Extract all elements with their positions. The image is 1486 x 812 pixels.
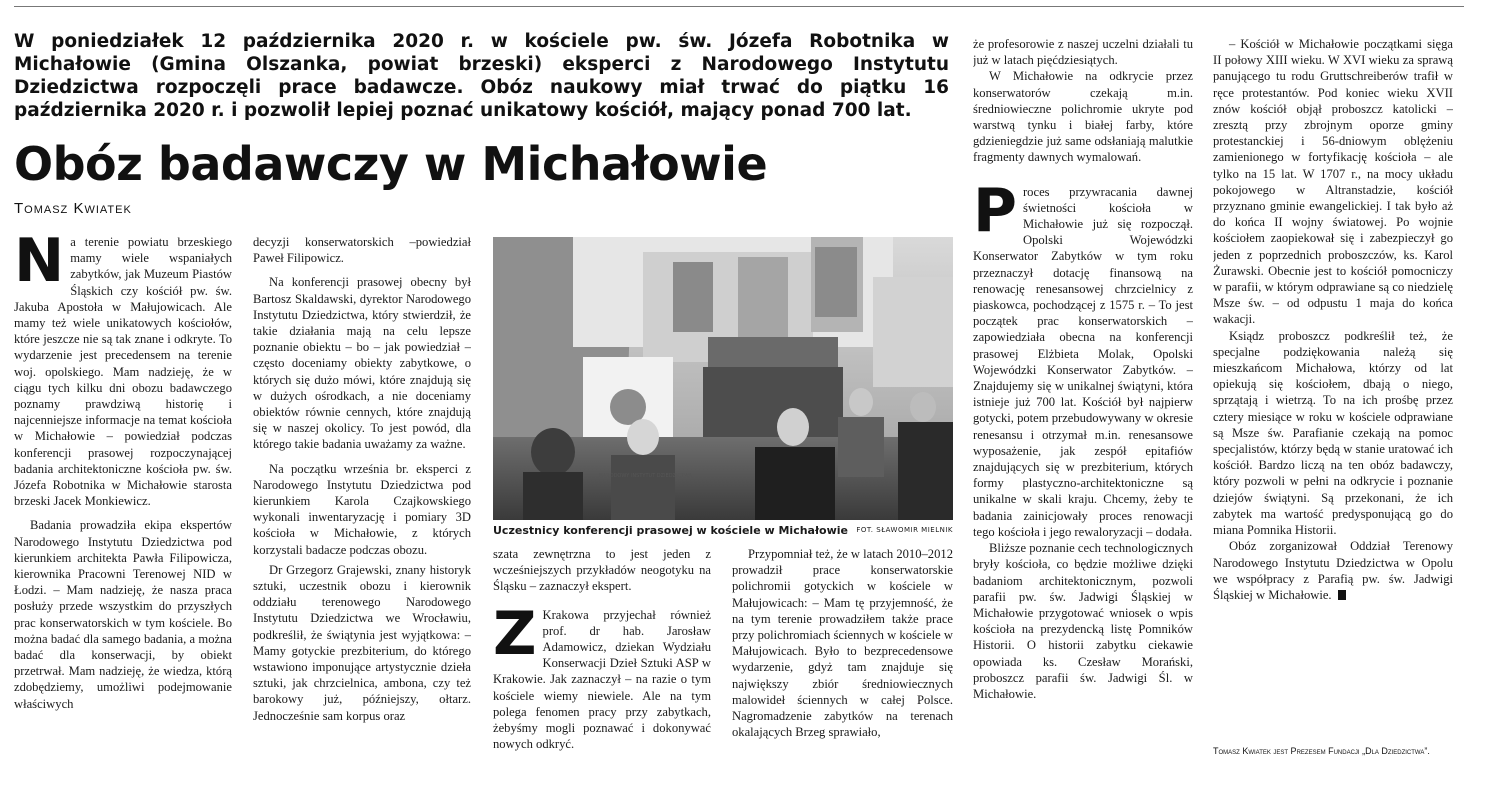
- end-mark-icon: [1338, 590, 1346, 600]
- drop-cap: P: [973, 175, 1017, 246]
- paragraph: Na początku września br. eksperci z Narodowego Instytutu Dziedzictwa pod kierunkiem Karola Czajkowskiego wykonali inwentaryzację i pomiary 3D kościoła w Michałowie, z których korzystali badacze podczas obozu.: [253, 461, 471, 557]
- top-rule: [14, 6, 1464, 7]
- paragraph: Badania prowadziła ekipa ekspertów Narodowego Instytutu Dziedzictwa pod kierunkiem architekta Pawła Filipowicza, kierownika Pracowni Terenowej NID w Łodzi. – Mam nadzieję, że nasza praca posłuży przede wszystkim do przyszłych prac konserwatorskich w tym kościele. Bo można badać dla samego badania, a można badać dla konserwacji, by obiekt przetrwał. Mam nadzieję, że wiedza, którą zdobędziemy, umożliwi podejmowanie właściwych: [14, 518, 232, 711]
- paragraph: Przypomniał też, że w latach 2010–2012 prowadził prace konserwatorskie polichromii gotyckich w kościele w Małujowicach: – Mam tę przyjemność, że na tym terenie prowadziłem także prace przy polichromiach ściennych w kościele w Małujowicach. Było to bezprecedensowe wydarzenie, gdyż tam znajduje się największy zbiór średniowiecznych malowideł ściennych w całej Polsce. Nagromadzenie zabytków na terenach okalających Brzeg sprawiało,: [732, 547, 953, 740]
- column-6: [1213, 36, 1453, 741]
- article-lead: W poniedziałek 12 października 2020 r. w kościele pw. św. Józefa Robotnika w Michałowie (Gmina Olszanka, powiat brzeski) eksperci z Narodowego Instytutu Dziedzictwa rozpoczęli prace badawcze. Obóz naukowy miał trwać do piątku 16 października 2020 r. i pozwolił lepiej poznać unikatowy kościół, mający ponad 700 lat.: [14, 31, 949, 121]
- article-author: Tomasz Kwiatek: [14, 200, 132, 217]
- paragraph: Obóz zorganizował Oddział Terenowy Narodowego Instytutu Dziedzictwa w Opolu we współpracy z Parafią pw. św. Jadwigi Śląskiej w Michałowie.: [1213, 539, 1453, 602]
- article-photo: [493, 237, 953, 520]
- paragraph: Proces przywracania dawnej świetności kościoła w Michałowie już się rozpoczął. Opolski Wojewódzki Konserwator Zabytków w tym roku przeznaczył dotację finansową na renowację renesansowej chrzcielnicy z piaskowca, pochodzącej z 1575 r. – To jest początek prac konserwatorskich – zapowiedziała obecna na konferencji prasowej Elżbieta Molak, Opolski Wojewódzki Konserwator Zabytków. – Znajdujemy się w unikalnej świątyni, która istnieje już 700 lat. Kościół był najpierw gotycki, potem przebudowywany w okresie renesansu i otrzymał m.in. renesansowe wyposażenie, jak zespół epitafiów znajdujących się w prezbiterium, których formy plastyczno-architektoniczne są unikalne w skali kraju. Chcemy, żeby te badania zainicjowały proces renowacji tego kościoła i jego rewaloryzacji – dodała.: [973, 175, 1193, 539]
- article-headline: Obóz badawczy w Michałowie: [14, 137, 768, 191]
- column-1: [14, 234, 232, 774]
- column-2: [253, 234, 471, 774]
- photo-caption: Uczestnicy konferencji prasowej w kościele w Michałowie FOT. SŁAWOMIR MIELNIK: [493, 524, 953, 537]
- paragraph: decyzji konserwatorskich –powiedział Paweł Filipowicz.: [253, 235, 471, 266]
- paragraph: Na terenie powiatu brzeskiego mamy wiele wspaniałych zabytków, jak Muzeum Piastów Śląskich czy kościół pw. św. Jakuba Apostoła w Małujowicach. Ale mamy też wiele unikatowych kościołów, które jeszcze nie są tak znane i odkryte. To wydarzenie jest precedensem na terenie woj. opolskiego. Mam nadzieję, że w ciągu tych kilku dni obozu badawczego poznamy prawdziwą historię i najcenniejsze informacje na temat kościoła w Michałowie – powiedział podczas konferencji prasowej rozpoczynającej badania architektoniczne kościoła pw. św. Józefa Robotnika w Michałowie starosta brzeski Jacek Monkiewicz.: [14, 234, 232, 509]
- column-3: [493, 546, 711, 776]
- paragraph: W Michałowie na odkrycie przez konserwatorów czekają m.in. średniowieczne polichromie ukryte pod warstwą tynku i białej farby, które gdzieniegdzie już same odsłaniają malutkie fragmenty dawnych wymalowań.: [973, 69, 1193, 165]
- paragraph: Na konferencji prasowej obecny był Bartosz Skaldawski, dyrektor Narodowego Instytutu Dziedzictwa, który stwierdził, że takie działania mają na celu lepsze poznanie obiektu – bo – jak powiedział – często doceniamy obiekty zabytkowe, o których się dużo mówi, które znajdują się w dużych ośrodkach, a nie doceniamy obiektów równie cennych, które znajdują się w naszej okolicy. To jest powód, dla którego takie badania uważamy za ważne.: [253, 275, 471, 452]
- paragraph: Z Krakowa przyjechał również prof. dr hab. Jarosław Adamowicz, dziekan Wydziału Konserwacji Dzieł Sztuki ASP w Krakowie. Jak zaznaczył – na razie o tym kościele wiemy niewiele. Ale na tym polega fenomen pracy przy zabytkach, żebyśmy mogli poznawać i dokonywać nowych odkryć.: [493, 598, 711, 752]
- author-footnote: Tomasz Kwiatek jest Prezesem Fundacji „Dla Dziedzictwa”.: [1213, 746, 1430, 756]
- drop-cap: Z: [493, 598, 537, 669]
- paragraph: Dr Grzegorz Grajewski, znany historyk sztuki, uczestnik obozu i kierownik oddziału terenowego Narodowego Instytutu Dziedzictwa we Wrocławiu, podkreślił, że świątynia jest wyjątkowa: – Mamy gotyckie prezbiterium, do którego wstawiono imponujące artystycznie dzieła sztuki, jak chrzcielnica, ambona, czy też barokowy już, późniejszy, ołtarz. Jednocześnie sam korpus oraz: [253, 562, 471, 723]
- paragraph: – Kościół w Michałowie początkami sięga II połowy XIII wieku. W XVI wieku za sprawą panującego tu rodu Gruttschreiberów trafił w ręce protestantów. Pod koniec wieku XVII znów kościół objął proboszcz katolicki – zresztą przy zbrojnym oporze gminy protestanckiej i 56-dniowym oblężeniu zamienionego w fortyfikację kościoła – ale tylko na 15 lat. W 1707 r., na mocy układu pokojowego w Altranstadzie, kościół przyznano gminie ewangelickiej. I tak było aż do końca II wojny światowej. Po wojnie kościołem zaopiekował się i zabezpieczył go jeden z poprzednich proboszczów, ks. Karol Żurawski. Obecnie jest to kościół pomocniczy w parafii, w którym odprawiane są co niedzielę Msze św. – od odpustu 1 maja do końca wakacji.: [1213, 37, 1453, 327]
- paragraph: szata zewnętrzna to jest jeden z wcześniejszych przykładów neogotyku na Śląsku – zaznaczył ekspert.: [493, 547, 711, 594]
- paragraph: Ksiądz proboszcz podkreślił też, że specjalne podziękowania należą się mieszkańcom Michałowa, którzy od lat opiekują się kościołem, dbają o niego, sprzątają i wietrzą. To na ich prośbę przez cztery miesiące w roku w kościele odprawiane są Msze św. Parafianie czekają na pomoc specjalistów, którzy będą w stanie uratować ich kościół. Bardzo liczą na ten obóz badawczy, który pozwoli w pełni na odkrycie i poznanie dziejów świątyni. Są przekonani, że ich zabytek ma wartość predysponującą go do miana Pomnika Historii.: [1213, 328, 1453, 538]
- drop-cap: N: [14, 234, 65, 296]
- paragraph: że profesorowie z naszej uczelni działali tu już w latach pięćdziesiątych.: [973, 37, 1193, 68]
- column-4: [732, 546, 953, 776]
- photo-banner-text: NARODOWY INSTYTUT DZIEDZICTWA: [599, 473, 693, 479]
- paragraph: Bliższe poznanie cech technologicznych bryły kościoła, co będzie możliwe dzięki badaniom architektonicznym, pozwoli parafii pw. św. Jadwigi Śląskiej w Michałowie przygotować wniosek o wpis kościoła na prezydencką listę Pomników Historii. O historii zabytku ciekawie opowiada ks. Czesław Morański, proboszcz parafii św. Jadwigi Śl. w Michałowie.: [973, 541, 1193, 701]
- column-5: [973, 36, 1193, 776]
- photo-credit: FOT. SŁAWOMIR MIELNIK: [856, 526, 953, 534]
